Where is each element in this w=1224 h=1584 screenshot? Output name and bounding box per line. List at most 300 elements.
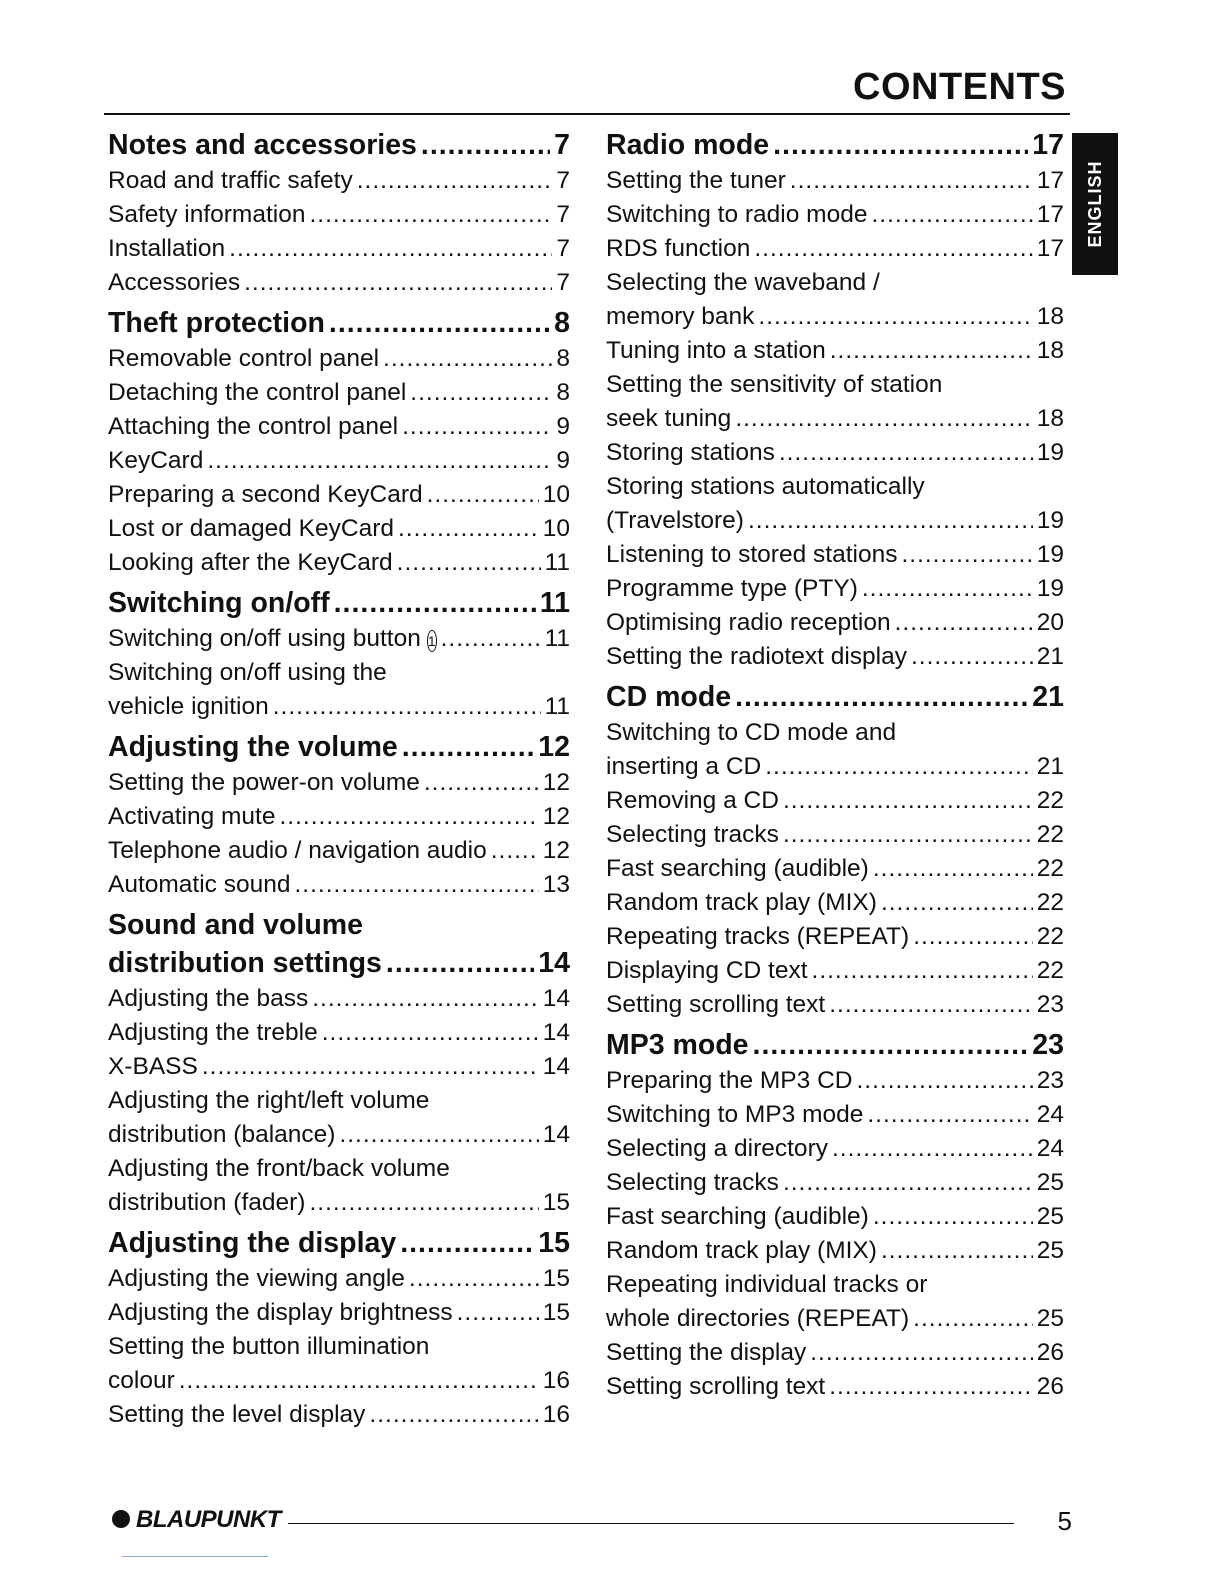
toc-entry-line	[108, 868, 570, 902]
toc-entry-line	[606, 954, 1064, 988]
toc-entry	[606, 716, 1064, 784]
toc-entry-label: Adjusting the treble	[108, 1019, 318, 1046]
toc-entry	[606, 1098, 1064, 1132]
toc-column-left	[108, 126, 570, 1432]
toc-entry	[606, 954, 1064, 988]
toc-entry-leader-dots	[312, 982, 539, 1016]
toc-entry-line	[606, 606, 1064, 640]
toc-entry-page: 25	[1036, 1305, 1064, 1332]
toc-entry	[606, 368, 1064, 436]
section-leader-dots	[386, 944, 534, 982]
toc-entry-label: Setting the power-on volume	[108, 769, 420, 796]
toc-entry-page: 12	[542, 837, 570, 864]
toc-entry-leader-dots	[810, 1336, 1033, 1370]
toc-entry-page: 22	[1036, 957, 1064, 984]
language-tab-label: ENGLISH	[1085, 160, 1105, 248]
toc-entry-text-line: Switching on/off using the	[108, 659, 387, 686]
toc-entry	[606, 1200, 1064, 1234]
toc-entry-label: Random track play (MIX)	[606, 889, 877, 916]
toc-entry	[606, 232, 1064, 266]
toc-entry	[606, 988, 1064, 1022]
section-leader-dots	[402, 728, 535, 766]
toc-entry-page: 22	[1036, 889, 1064, 916]
toc-entry-line	[606, 1234, 1064, 1268]
section-line	[108, 584, 570, 622]
toc-entry-page: 23	[1036, 991, 1064, 1018]
toc-entry-page: 14	[542, 1053, 570, 1080]
toc-entry	[108, 444, 570, 478]
toc-column-right	[606, 126, 1064, 1404]
toc-entry-text-line: Storing stations automatically	[606, 473, 925, 500]
toc-entry-line	[108, 1398, 570, 1432]
section-heading	[606, 678, 1064, 716]
toc-entry-label: Removable control panel	[108, 345, 380, 372]
toc-entry	[606, 198, 1064, 232]
toc-entry-text-line: Adjusting the right/left volume	[108, 1087, 430, 1114]
toc-entry-line	[108, 622, 570, 656]
section-heading	[108, 728, 570, 766]
toc-entry-leader-dots	[783, 1166, 1033, 1200]
toc-entry-page: 17	[1036, 201, 1064, 228]
toc-entry-page: 25	[1036, 1203, 1064, 1230]
toc-entry-leader-dots	[913, 920, 1033, 954]
toc-entry-line	[606, 1302, 1064, 1336]
section-line	[606, 1026, 1064, 1064]
toc-entry	[108, 342, 570, 376]
toc-entry-leader-dots	[829, 988, 1032, 1022]
toc-entry-leader-dots	[829, 1370, 1032, 1404]
toc-entry-label: Safety information	[108, 201, 306, 228]
toc-entry	[108, 232, 570, 266]
section-line	[108, 304, 570, 342]
toc-entry-page: 15	[542, 1189, 570, 1216]
toc-entry-leader-dots	[309, 1186, 538, 1220]
toc-entry-line	[108, 376, 570, 410]
toc-entry-leader-dots	[871, 198, 1032, 232]
section-page: 17	[1032, 129, 1064, 161]
toc-entry-page: 25	[1036, 1237, 1064, 1264]
toc-entry	[606, 334, 1064, 368]
section-leader-dots	[400, 1224, 534, 1262]
toc-entry-text-line: Switching to CD mode and	[606, 719, 897, 746]
toc-entry	[606, 266, 1064, 334]
section-heading	[108, 906, 570, 982]
toc-entry-line	[108, 444, 570, 478]
section-label: Notes and accessories	[108, 129, 417, 161]
toc-entry-line	[108, 410, 570, 444]
toc-entry-page: 23	[1036, 1067, 1064, 1094]
toc-entry	[108, 1262, 570, 1296]
toc-entry-line	[606, 402, 1064, 436]
toc-entry	[606, 1132, 1064, 1166]
toc-entry-label: Attaching the control panel	[108, 413, 399, 440]
toc-entry-line	[606, 504, 1064, 538]
toc-entry	[108, 198, 570, 232]
section-leader-dots	[753, 1026, 1029, 1064]
section-page: 8	[554, 307, 570, 339]
toc-entry-page: 25	[1036, 1169, 1064, 1196]
toc-entry-line	[606, 436, 1064, 470]
section-heading	[108, 126, 570, 164]
toc-entry-line	[606, 334, 1064, 368]
toc-entry-page: 14	[542, 985, 570, 1012]
toc-entry	[606, 538, 1064, 572]
section-leader-dots	[329, 304, 550, 342]
section-page: 11	[539, 587, 570, 619]
toc-entry-leader-dots	[322, 1016, 539, 1050]
toc-entry	[108, 982, 570, 1016]
toc-entry-line	[606, 1336, 1064, 1370]
toc-entry	[606, 1064, 1064, 1098]
toc-entry-line	[606, 164, 1064, 198]
toc-entry-leader-dots	[830, 334, 1033, 368]
toc-entry-label: Telephone audio / navigation audio	[108, 837, 487, 864]
toc-entry-page: 9	[556, 413, 570, 440]
toc-entry-label: inserting a CD	[606, 753, 762, 780]
section-line	[108, 728, 570, 766]
toc-entry-label: (Travelstore)	[606, 507, 744, 534]
toc-entry-label: Road and traffic safety	[108, 167, 353, 194]
section-leader-dots	[421, 126, 550, 164]
section-heading	[108, 584, 570, 622]
toc-entry-label: colour	[108, 1367, 175, 1394]
toc-entry-page: 17	[1036, 235, 1064, 262]
toc-entry-leader-dots	[873, 1200, 1033, 1234]
section-leader-dots	[735, 678, 1028, 716]
toc-entry-label: Removing a CD	[606, 787, 779, 814]
toc-entry-page: 7	[556, 235, 570, 262]
toc-entry	[108, 1084, 570, 1152]
toc-entry-line	[606, 1132, 1064, 1166]
toc-entry-page: 11	[544, 693, 570, 720]
toc-entry-leader-dots	[397, 546, 541, 580]
toc-entry-leader-dots	[441, 622, 541, 656]
toc-entry-line	[108, 546, 570, 580]
toc-entry	[108, 1050, 570, 1084]
toc-entry-page: 17	[1036, 167, 1064, 194]
brand-name: BLAUPUNKT	[136, 1506, 281, 1533]
toc-entry-leader-dots	[881, 886, 1033, 920]
toc-entry-line	[606, 988, 1064, 1022]
toc-entry-leader-dots	[867, 1098, 1032, 1132]
toc-entry	[108, 800, 570, 834]
toc-entry-page: 19	[1036, 575, 1064, 602]
toc-entry-leader-dots	[457, 1296, 539, 1330]
toc-entry-page: 7	[556, 269, 570, 296]
toc-entry-label: Installation	[108, 235, 226, 262]
toc-entry-line	[606, 1200, 1064, 1234]
toc-entry-label: Adjusting the viewing angle	[108, 1265, 405, 1292]
toc-entry-leader-dots	[402, 410, 552, 444]
toc-entry	[606, 1370, 1064, 1404]
toc-entry-leader-dots	[765, 750, 1033, 784]
toc-entry-label: Fast searching (audible)	[606, 1203, 869, 1230]
section-page: 7	[554, 129, 570, 161]
toc-entry	[606, 1166, 1064, 1200]
toc-entry-line	[108, 1050, 570, 1084]
toc-entry	[108, 1330, 570, 1398]
toc-entry-label: distribution (fader)	[108, 1189, 306, 1216]
toc-entry-leader-dots	[383, 342, 552, 376]
toc-entry-leader-dots	[913, 1302, 1033, 1336]
toc-entry-leader-dots	[735, 402, 1032, 436]
toc-entry-page: 16	[542, 1401, 570, 1428]
toc-entry-page: 10	[542, 481, 570, 508]
toc-entry-line	[606, 1064, 1064, 1098]
toc-entry-line	[108, 800, 570, 834]
toc-entry-line	[606, 232, 1064, 266]
footer-blue-rule	[122, 1556, 268, 1557]
toc-entry-text-line: Setting the sensitivity of station	[606, 371, 943, 398]
toc-entry-page: 7	[556, 201, 570, 228]
toc-entry-leader-dots	[295, 868, 539, 902]
toc-entry-page: 21	[1036, 643, 1064, 670]
toc-entry-label: Detaching the control panel	[108, 379, 407, 406]
toc-entry-page: 15	[542, 1265, 570, 1292]
toc-entry-leader-dots	[748, 504, 1033, 538]
toc-entry-page: 19	[1036, 541, 1064, 568]
toc-entry	[606, 1336, 1064, 1370]
toc-entry	[108, 834, 570, 868]
toc-entry-leader-dots	[339, 1118, 538, 1152]
toc-entry-page: 18	[1036, 337, 1064, 364]
toc-entry-page: 26	[1036, 1373, 1064, 1400]
toc-entry-leader-dots	[427, 478, 539, 512]
section-label: MP3 mode	[606, 1029, 749, 1061]
toc-entry-line	[606, 818, 1064, 852]
brand-logo	[112, 1506, 281, 1534]
toc-entry-page: 22	[1036, 855, 1064, 882]
toc-entry-page: 14	[542, 1121, 570, 1148]
toc-entry-page: 10	[542, 515, 570, 542]
toc-entry-leader-dots	[779, 436, 1033, 470]
toc-entry	[606, 1234, 1064, 1268]
section-title-part: Sound and volume	[108, 909, 363, 941]
toc-entry	[606, 818, 1064, 852]
toc-entry-leader-dots	[229, 232, 552, 266]
section-label: Adjusting the display	[108, 1227, 397, 1259]
section-label: Theft protection	[108, 307, 325, 339]
toc-entry-page: 9	[556, 447, 570, 474]
toc-entry-page: 14	[542, 1019, 570, 1046]
toc-entry-line	[108, 1262, 570, 1296]
toc-entry-label: memory bank	[606, 303, 755, 330]
toc-entry-line	[606, 640, 1064, 674]
toc-entry-leader-dots	[179, 1364, 539, 1398]
toc-entry-leader-dots	[244, 266, 552, 300]
section-heading	[606, 1026, 1064, 1064]
toc-entry-line	[108, 1186, 570, 1220]
toc-entry-page: 20	[1036, 609, 1064, 636]
toc-entry-leader-dots	[398, 512, 539, 546]
section-line	[606, 678, 1064, 716]
toc-entry-line	[108, 198, 570, 232]
toc-entry-line	[108, 164, 570, 198]
toc-entry-leader-dots	[895, 606, 1033, 640]
toc-entry-label: Random track play (MIX)	[606, 1237, 877, 1264]
toc-entry-leader-dots	[832, 1132, 1033, 1166]
toc-entry-line	[606, 750, 1064, 784]
toc-entry-leader-dots	[409, 1262, 539, 1296]
toc-entry-label: Adjusting the display brightness	[108, 1299, 453, 1326]
toc-entry-label: Tuning into a station	[606, 337, 826, 364]
toc-entry-label: Switching to radio mode	[606, 201, 868, 228]
toc-entry-label: distribution (balance)	[108, 1121, 336, 1148]
header-rule	[104, 113, 1070, 115]
toc-entry-label: Adjusting the bass	[108, 985, 309, 1012]
toc-entry	[108, 1016, 570, 1050]
toc-entry-label: Selecting a directory	[606, 1135, 828, 1162]
toc-entry-label: Automatic sound	[108, 871, 291, 898]
section-heading-line	[108, 906, 570, 944]
toc-entry-label: Setting the tuner	[606, 167, 786, 194]
section-label: Adjusting the volume	[108, 731, 398, 763]
toc-entry-page: 19	[1036, 507, 1064, 534]
toc-entry-label: X-BASS	[108, 1053, 198, 1080]
toc-entry-line	[108, 1364, 570, 1398]
page-number: 5	[1057, 1506, 1072, 1536]
toc-entry-page: 18	[1036, 303, 1064, 330]
toc-entry	[108, 622, 570, 656]
toc-entry-page: 8	[556, 379, 570, 406]
toc-entry	[108, 656, 570, 724]
toc-entry-line	[606, 572, 1064, 606]
toc-entry	[108, 512, 570, 546]
toc-entry-page: 13	[542, 871, 570, 898]
toc-entry	[108, 410, 570, 444]
toc-entry	[606, 436, 1064, 470]
toc-entry-label: Optimising radio reception	[606, 609, 891, 636]
power-button-icon: 1	[427, 630, 437, 652]
brand-dot-icon	[112, 1510, 130, 1528]
toc-entry-page: 22	[1036, 821, 1064, 848]
toc-entry-line	[108, 766, 570, 800]
toc-entry-label: Preparing a second KeyCard	[108, 481, 423, 508]
section-heading	[108, 1224, 570, 1262]
section-label: Switching on/off	[108, 587, 330, 619]
toc-entry-leader-dots	[424, 766, 539, 800]
toc-entry-leader-dots	[758, 300, 1032, 334]
toc-entry-page: 16	[542, 1367, 570, 1394]
page-title: CONTENTS	[853, 66, 1066, 108]
toc-entry	[606, 886, 1064, 920]
toc-entry-label: Setting scrolling text	[606, 1373, 826, 1400]
toc-entry-leader-dots	[856, 1064, 1032, 1098]
toc-entry-label: KeyCard	[108, 447, 204, 474]
toc-entry-label: vehicle ignition	[108, 693, 269, 720]
toc-entry-page: 22	[1036, 787, 1064, 814]
toc-entry	[108, 164, 570, 198]
toc-entry-label: Activating mute	[108, 803, 276, 830]
section-page: 14	[538, 947, 570, 979]
toc-entry-page: 11	[544, 625, 570, 652]
toc-entry-line	[108, 1118, 570, 1152]
section-label: Radio mode	[606, 129, 770, 161]
toc-entry-page: 15	[542, 1299, 570, 1326]
toc-entry-leader-dots	[491, 834, 539, 868]
toc-entry-page: 8	[556, 345, 570, 372]
toc-entry-label: seek tuning	[606, 405, 732, 432]
toc-entry-leader-dots	[369, 1398, 538, 1432]
toc-entry-leader-dots	[207, 444, 552, 478]
toc-entry-leader-dots	[862, 572, 1033, 606]
toc-entry	[606, 164, 1064, 198]
section-line	[108, 944, 570, 982]
toc-entry-leader-dots	[309, 198, 552, 232]
footer-rule	[288, 1523, 1014, 1524]
toc-entry-leader-dots	[783, 818, 1033, 852]
toc-entry	[108, 868, 570, 902]
toc-entry-page: 24	[1036, 1135, 1064, 1162]
toc-entry-label: Preparing the MP3 CD	[606, 1067, 853, 1094]
toc-entry-label: Switching to MP3 mode	[606, 1101, 864, 1128]
section-page: 15	[538, 1227, 570, 1259]
section-line	[108, 1224, 570, 1262]
toc-entry-label: Storing stations	[606, 439, 775, 466]
toc-entry-leader-dots	[273, 690, 541, 724]
toc-entry-line	[108, 478, 570, 512]
section-heading	[108, 304, 570, 342]
toc-entry-text-line: Adjusting the front/back volume	[108, 1155, 450, 1182]
toc-entry	[606, 640, 1064, 674]
toc-entry-line	[606, 1098, 1064, 1132]
toc-entry	[108, 546, 570, 580]
toc-entry-text-line: Selecting the waveband /	[606, 269, 880, 296]
toc-entry	[606, 1268, 1064, 1336]
toc-entry	[108, 766, 570, 800]
toc-entry-line	[606, 538, 1064, 572]
toc-entry-leader-dots	[754, 232, 1032, 266]
toc-entry-label: Accessories	[108, 269, 241, 296]
toc-entry-label: Displaying CD text	[606, 957, 808, 984]
toc-entry-page: 12	[542, 803, 570, 830]
toc-entry-label: Setting the display	[606, 1339, 807, 1366]
toc-entry	[108, 1398, 570, 1432]
toc-entry-page: 24	[1036, 1101, 1064, 1128]
toc-entry-line	[606, 920, 1064, 954]
toc-entry-page: 18	[1036, 405, 1064, 432]
toc-entry-label: Looking after the KeyCard	[108, 549, 393, 576]
toc-entry-leader-dots	[357, 164, 553, 198]
section-leader-dots	[773, 126, 1028, 164]
toc-entry-line	[108, 266, 570, 300]
toc-entry-page: 19	[1036, 439, 1064, 466]
toc-entry-line	[606, 300, 1064, 334]
toc-entry-label: Fast searching (audible)	[606, 855, 869, 882]
toc-entry-leader-dots	[410, 376, 552, 410]
toc-entry-leader-dots	[911, 640, 1033, 674]
toc-entry-label: whole directories (REPEAT)	[606, 1305, 910, 1332]
section-label: distribution settings	[108, 947, 382, 979]
toc-entry-leader-dots	[881, 1234, 1033, 1268]
toc-entry-leader-dots	[790, 164, 1033, 198]
toc-entry-line	[606, 198, 1064, 232]
toc-entry-label: Setting scrolling text	[606, 991, 826, 1018]
toc-entry-line	[108, 232, 570, 266]
toc-entry-label: Programme type (PTY)	[606, 575, 858, 602]
toc-entry-page: 21	[1036, 753, 1064, 780]
toc-entry-line	[108, 982, 570, 1016]
toc-entry-text-line: Repeating individual tracks or	[606, 1271, 928, 1298]
toc-entry-page: 26	[1036, 1339, 1064, 1366]
section-page: 21	[1032, 681, 1064, 713]
toc-entry-line	[108, 690, 570, 724]
section-leader-dots	[334, 584, 536, 622]
toc-entry-leader-dots	[202, 1050, 539, 1084]
toc-entry-leader-dots	[812, 954, 1033, 988]
toc-entry-label: Setting the level display	[108, 1401, 366, 1428]
toc-entry	[606, 470, 1064, 538]
